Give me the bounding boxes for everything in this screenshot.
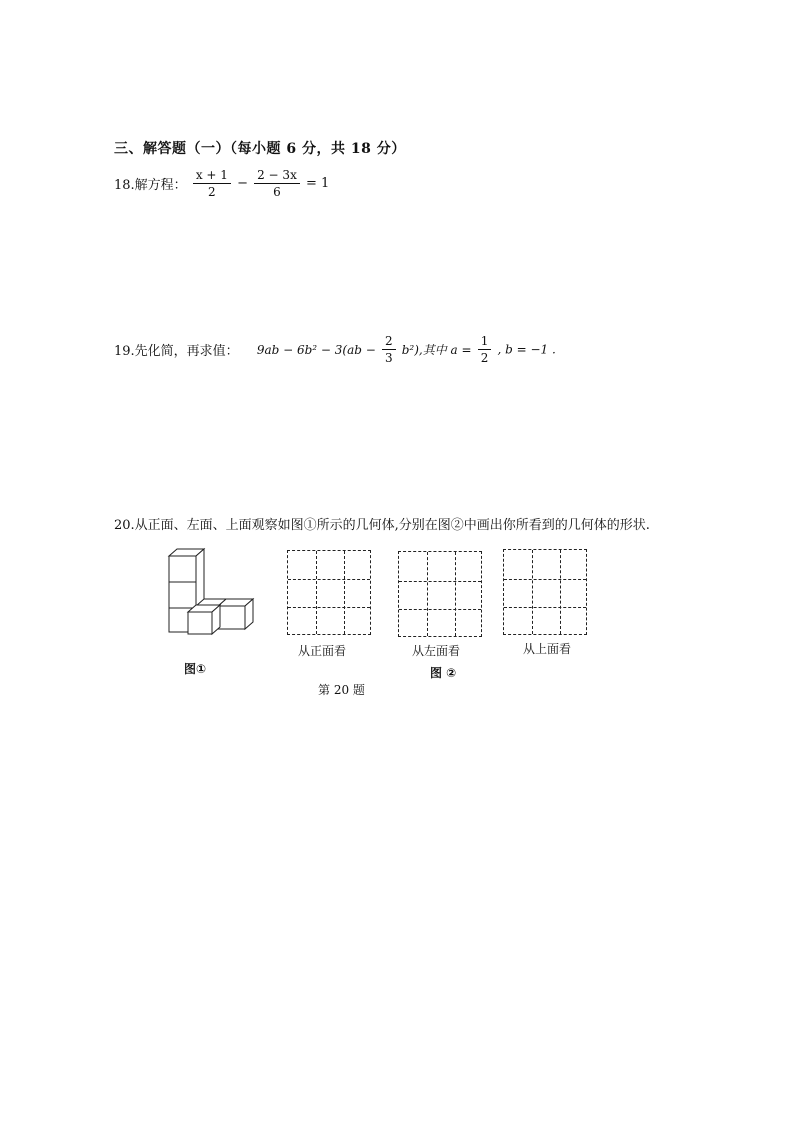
figure-1-caption: 图① [184, 662, 207, 676]
q19-a-fraction [478, 334, 492, 365]
q19-frac-denominator: 3 [384, 351, 393, 365]
q18-frac1-numerator: x + 1 [193, 168, 231, 184]
top-view-grid[interactable] [503, 549, 587, 635]
figure-2-caption: 图 ② [430, 666, 457, 680]
q19-frac-numerator: 2 [382, 334, 396, 350]
q18-fraction-2 [254, 168, 300, 199]
q19-label: 19.先化简，再求值： [114, 344, 239, 359]
top-view-label: 从上面看 [523, 642, 572, 656]
q18-label: 18.解方程： [114, 178, 187, 193]
q18-frac2-denominator: 6 [273, 185, 281, 199]
q18-frac1-denominator: 2 [208, 185, 216, 199]
question-18 [114, 168, 329, 199]
q19-a-denominator: 2 [480, 351, 489, 365]
q19-expression-start: 9ab − 6b² − 3(ab − [256, 342, 376, 357]
q19-expression-mid: b²),其中 a = [401, 343, 472, 357]
q19-fraction [382, 334, 396, 365]
q19-a-numerator: 1 [478, 334, 492, 350]
cube-back-front [218, 606, 245, 629]
problem-caption: 第 20 题 [318, 683, 365, 697]
left-view-label: 从左面看 [412, 644, 461, 658]
figure-1-cube-stack [160, 546, 262, 636]
question-20: 20.从正面、左面、上面观察如图①所示的几何体,分别在图②中画出你所看到的几何体的形状. [114, 518, 650, 533]
q19-expression-end: , b = −1 . [497, 342, 556, 357]
cube-front-front [188, 612, 212, 634]
section-title: 三、解答题（一）（每小题 6 分，共 18 分） [114, 141, 406, 157]
cube-column-side [196, 549, 204, 608]
cube-column-front-1 [169, 556, 196, 582]
left-view-grid[interactable] [398, 551, 482, 637]
front-view-label: 从正面看 [298, 644, 347, 658]
front-view-grid[interactable] [287, 550, 371, 635]
q18-minus: − [237, 176, 248, 191]
question-19 [114, 334, 556, 365]
q18-frac2-numerator: 2 − 3x [254, 168, 300, 184]
q18-fraction-1 [193, 168, 231, 199]
cube-column-front-2 [169, 582, 196, 608]
q18-equals: = 1 [305, 176, 330, 191]
